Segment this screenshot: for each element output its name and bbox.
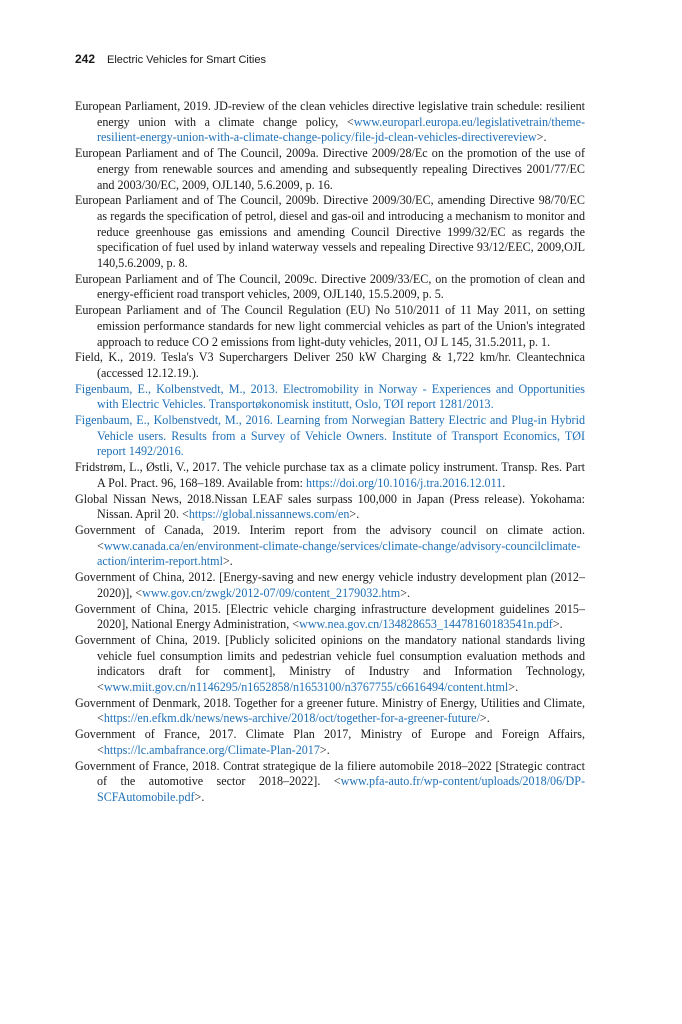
reference-entry — [75, 492, 585, 523]
book-title: Electric Vehicles for Smart Cities — [107, 54, 266, 66]
reference-entry — [75, 602, 585, 633]
page-number: 242 — [75, 52, 96, 66]
reference-link[interactable]: www.europarl.europa.eu/legislativetrain/theme-resilient-energy-union-with-a-climate-change-policy/file-jd-clean-vehicles-directivereview — [97, 114, 585, 145]
reference-entry — [75, 633, 585, 696]
reference-entry — [75, 350, 585, 381]
reference-entry — [75, 727, 585, 758]
reference-text: >. — [552, 617, 563, 632]
reference-entry — [75, 523, 585, 570]
reference-entry — [75, 99, 585, 146]
reference-entry — [75, 146, 585, 193]
reference-text: >. — [508, 680, 519, 695]
reference-text: >. — [222, 554, 233, 569]
reference-text: Global Nissan News, 2018.Nissan LEAF sales surpass 100,000 in Japan (Press release). Yokohama: Nissan. April 20. < — [75, 491, 585, 522]
reference-text: European Parliament and of The Council Regulation (EU) No 510/2011 of 11 May 2011, on setting emission performance standards for new light commercial vehicles as part of the Union's integrated approach to reduce CO 2 emissions from light-duty vehicles, 2011, OJ L 145, 31.5.2011, p. 1. — [75, 303, 585, 349]
reference-text: Government of Denmark, 2018. Together for a greener future. Ministry of Energy, Utilities and Climate, < — [75, 695, 585, 726]
reference-text: Government of Canada, 2019. Interim report from the advisory council on climate action. < — [75, 522, 585, 553]
reference-text: >. — [400, 585, 411, 600]
reference-link[interactable]: https://en.efkm.dk/news/news-archive/2018/oct/together-for-a-greener-future/ — [103, 711, 480, 726]
reference-entry — [75, 272, 585, 303]
reference-entry — [75, 303, 585, 350]
reference-text: European Parliament and of The Council, 2009a. Directive 2009/28/Ec on the promotion of the use of energy from renewable sources and amending and subsequently repealing Directives 2001/77/EC and 2003/30/EC, 2009, OJL140, 5.6.2009, p. 16. — [75, 146, 585, 192]
reference-link[interactable]: www.miit.gov.cn/n1146295/n1652858/n1653100/n3767755/c6616494/content.html — [103, 680, 509, 695]
reference-text: Government of France, 2018. Contrat strategique de la filiere automobile 2018–2022 [Strategic contract of the automotive sector 2018–2022]. < — [75, 758, 585, 789]
reference-text: >. — [319, 742, 330, 757]
reference-link[interactable]: https://lc.ambafrance.org/Climate-Plan-2017 — [103, 742, 320, 757]
reference-text: >. — [194, 789, 205, 804]
reference-entry — [75, 193, 585, 272]
reference-text: >. — [536, 130, 547, 145]
reference-entry — [75, 460, 585, 491]
reference-text: >. — [349, 507, 360, 522]
reference-text: Government of China, 2012. [Energy-saving and new energy vehicle industry development plan (2012–2020)], < — [75, 570, 585, 600]
running-header — [75, 52, 266, 66]
reference-entry — [75, 413, 585, 460]
reference-text: European Parliament and of The Council, 2009c. Directive 2009/33/EC, on the promotion of clean and energy-efficient road transport vehicles, 2009, OJL140, 15.5.2009, p. 5. — [75, 271, 585, 302]
reference-link[interactable]: www.pfa-auto.fr/wp-content/uploads/2018/06/DP-SCFAutomobile.pdf — [97, 774, 585, 804]
reference-list — [75, 99, 585, 806]
reference-entry — [75, 759, 585, 806]
reference-text: Government of China, 2015. [Electric vehicle charging infrastructure development guidelines 2015–2020], National Energy Administration, < — [75, 601, 585, 632]
reference-link[interactable]: https://global.nissannews.com/en — [188, 507, 350, 522]
reference-link[interactable]: www.nea.gov.cn/134828653_14478160183541n.pdf — [299, 617, 553, 632]
reference-link[interactable]: https://doi.org/10.1016/j.tra.2016.12.011 — [306, 475, 503, 490]
reference-entry — [75, 382, 585, 413]
reference-text: >. — [479, 711, 490, 726]
reference-text: Government of China, 2019. [Publicly solicited opinions on the mandatory national standards living vehicle fuel consumption limits and pedestrian vehicle fuel consumption evaluation methods and indicators draft for comment], Ministry of Industry and Information Technology, < — [75, 632, 585, 695]
reference-text: . — [502, 475, 506, 490]
reference-link[interactable]: Figenbaum, E., Kolbenstvedt, M., 2013. Electromobility in Norway - Experiences and Opportunities with Electric Vehicles. Transportøkonomisk institutt, Oslo, TØI report 1281/2013. — [75, 381, 585, 412]
reference-text: Government of France, 2017. Climate Plan 2017, Ministry of Europe and Foreign Affairs, < — [75, 727, 585, 757]
reference-link[interactable]: Figenbaum, E., Kolbenstvedt, M., 2016. Learning from Norwegian Battery Electric and Plug-in Hybrid Vehicle users. Results from a Survey of Vehicle Owners. Institute of Transport Economics, TØI report 1492/2016. — [75, 413, 585, 459]
reference-text: European Parliament, 2019. JD-review of the clean vehicles directive legislative train schedule: resilient energy union with a climate change policy, < — [75, 99, 585, 129]
reference-text: Field, K., 2019. Tesla's V3 Superchargers Deliver 250 kW Charging & 1,722 km/hr. Cleantechnica (accessed 12.12.19.). — [75, 350, 585, 380]
reference-link[interactable]: www.gov.cn/zwgk/2012-07/09/content_2179032.htm — [142, 585, 401, 600]
reference-link[interactable]: www.canada.ca/en/environment-climate-change/services/climate-change/advisory-councilclimate-action/interim-report.html — [97, 538, 581, 569]
reference-text: European Parliament and of The Council, 2009b. Directive 2009/30/EC, amending Directive 98/70/EC as regards the specification of petrol, diesel and gas-oil and introducing a mechanism to monitor and reduce greenhouse gas emissions and amending Council Directive 1999/32/EC as regards the specification of fuel used by inland waterway vessels and repealing Directive 93/12/EEC, 2009,OJL 140,5.6.2009, p. 8. — [75, 193, 585, 271]
reference-text: Fridstrøm, L., Østli, V., 2017. The vehicle purchase tax as a climate policy instrument. Transp. Res. Part A Pol. Pract. 96, 168–189. Available from: — [75, 460, 585, 490]
reference-entry — [75, 570, 585, 601]
reference-entry — [75, 696, 585, 727]
